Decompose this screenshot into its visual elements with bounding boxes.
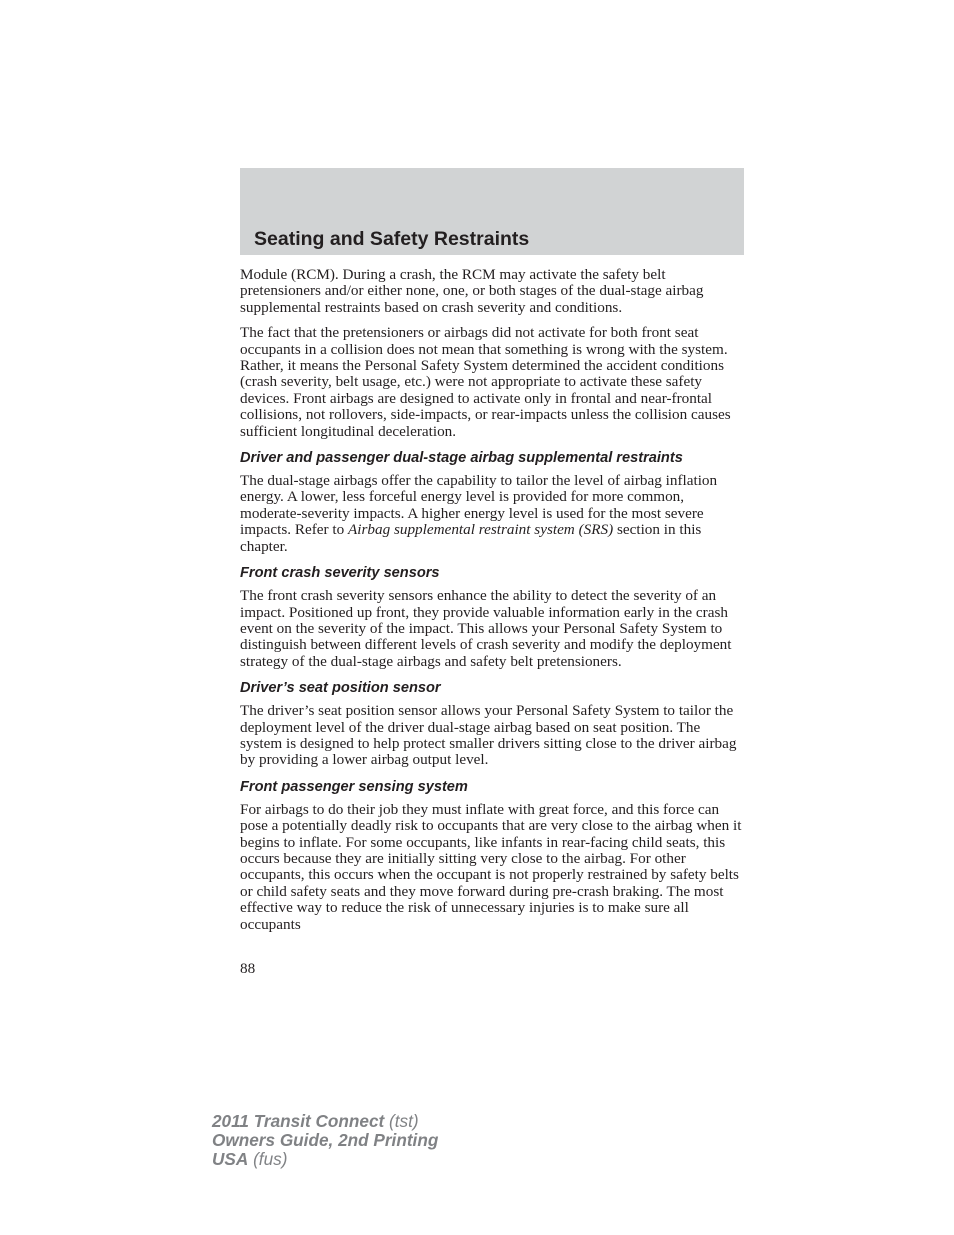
footer-line-model xyxy=(212,1112,438,1131)
footer-model: 2011 Transit Connect xyxy=(212,1111,385,1131)
footer-model-code: (tst) xyxy=(384,1111,419,1131)
page-number: 88 xyxy=(240,960,256,977)
section-header-band xyxy=(240,168,744,255)
heading-seat-position-sensor: Driver’s seat position sensor xyxy=(240,680,441,697)
paragraph-dual-stage-airbags xyxy=(240,473,744,555)
heading-dual-stage-airbags: Driver and passenger dual-stage airbag supplemental restraints xyxy=(240,450,683,467)
footer-line-printing: Owners Guide, 2nd Printing xyxy=(212,1130,439,1150)
paragraph-activation: The fact that the pretensioners or airbags did not activate for both front seat occupants in a collision does not mean that something is wrong with the system. Rather, it means the Personal Safety System determined the accident conditions (crash severity, belt usage, etc.) were not appropriate to activate these safety devices. Front airbags are designed to activate only in frontal and near-frontal collisions, not rollovers, side-impacts, or rear-impacts unless the collision causes sufficient longitudinal deceleration. xyxy=(240,324,731,440)
footer-line-region xyxy=(212,1150,438,1169)
paragraph-rcm: Module (RCM). During a crash, the RCM may activate the safety belt pretensioners and/or either none, one, or both stages of the dual-stage airbag supplemental restraints based on crash severity and conditions. xyxy=(240,266,704,316)
paragraph-crash-severity-sensors: The front crash severity sensors enhance the ability to detect the severity of an impact. Positioned up front, they provide valuable information early in the crash event on the severity of the impact. This allows your Personal Safety System to distinguish between different levels of crash severity and modify the deployment strategy of the dual-stage airbags and safety belt pretensioners. xyxy=(240,587,732,670)
heading-passenger-sensing-system: Front passenger sensing system xyxy=(240,778,468,795)
footer-region-code: (fus) xyxy=(248,1149,288,1169)
paragraph-seat-position-sensor: The driver’s seat position sensor allows your Personal Safety System to tailor the deployment level of the driver dual-stage airbag based on seat position. The system is designed to help protect smaller drivers sitting close to the driver airbag by providing a lower airbag output level. xyxy=(240,702,737,769)
page-content xyxy=(240,267,744,942)
dual-stage-text-start: The dual-stage airbags offer the capability to tailor the level of airbag inflation energy. A lower, less forceful energy level is provided for more common, moderate-severity impacts. A higher energy level is used for the most severe impacts. Refer to xyxy=(240,472,718,539)
dual-stage-text-end: section in this chapter. xyxy=(240,521,702,555)
srs-reference: Airbag supplemental restraint system (SRS) xyxy=(347,521,614,539)
paragraph-passenger-sensing-system: For airbags to do their job they must inflate with great force, and this force can pose a potentially deadly risk to occupants that are very close to the airbag when it begins to inflate. For some occupants, like infants in rear-facing child seats, this occurs because they are initially sitting very close to the airbag. For other occupants, this occurs when the occupant is not properly restrained by safety belts or child safety seats and they move forward during pre-crash braking. The most effective way to reduce the risk of unnecessary injuries is to make sure all occupants xyxy=(240,800,742,933)
section-title: Seating and Safety Restraints xyxy=(254,228,530,250)
document-footer xyxy=(212,1112,438,1169)
heading-crash-severity-sensors: Front crash severity sensors xyxy=(240,565,440,582)
footer-region: USA xyxy=(212,1149,249,1169)
